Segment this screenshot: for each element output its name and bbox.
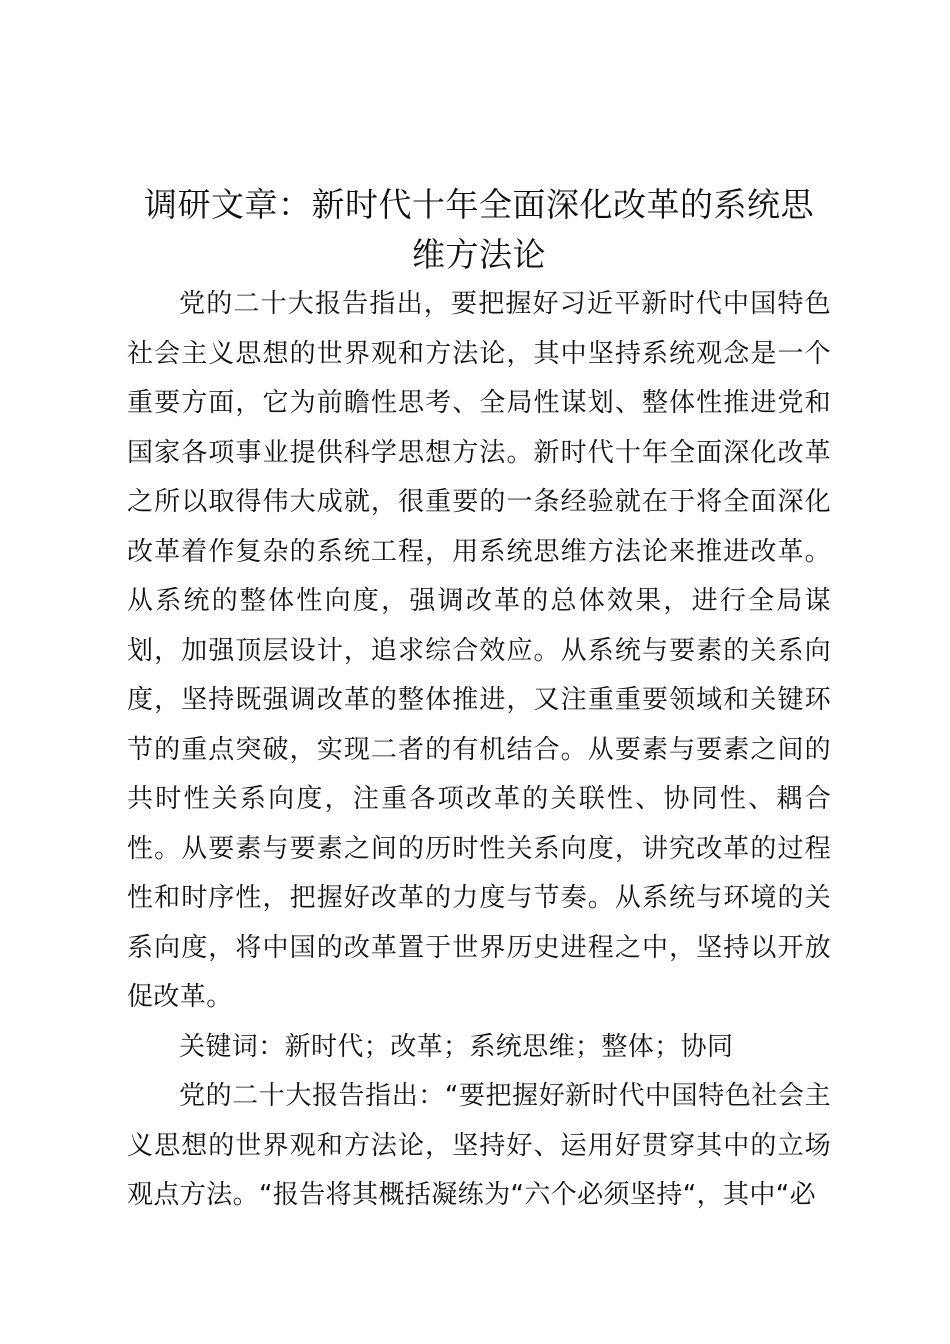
keywords-line: 关键词：新时代；改革；系统思维；整体；协同 [179, 1031, 734, 1062]
abstract-paragraph: 党的二十大报告指出，要把握好习近平新时代中国特色社会主义思想的世界观和方法论，其中坚持系统观念是一个重要方面，它为前瞻性思考、全局性谋划、整体性推进党和国家各项事业提供科学思想方法。新时代十年全面深化改革之所以取得伟大成就，很重要的一条经验就在于将全面深化改革着作复杂的系统工程，用系统思维方法论来推进改革。从系统的整体性向度，强调改革的总体效果，进行全局谋划，加强顶层设计，追求综合效应。从系统与要素的关系向度，坚持既强调改革的整体推进，又注重重要领域和关键环节的重点突破，实现二者的有机结合。从要素与要素之间的共时性关系向度，注重各项改革的关联性、协同性、耦合性。从要素与要素之间的历时性关系向度，讲究改革的过程性和时序性，把握好改革的力度与节奏。从系统与环境的关系向度，将中国的改革置于世界历史进程之中，坚持以开放促改革。 [127, 289, 831, 1012]
document-content [127, 180, 831, 1221]
title-line-1: 调研文章：新时代十年全面深化改革的系统思 [144, 185, 814, 224]
title-line-2: 维方法论 [412, 235, 546, 274]
body-paragraph: 党的二十大报告指出：“要把握好新时代中国特色社会主义思想的世界观和方法论，坚持好、运用好贯穿其中的立场观点方法。“报告将其概括凝练为“六个必须坚持“，其中“必 [127, 1081, 831, 1210]
document-title [127, 180, 831, 280]
